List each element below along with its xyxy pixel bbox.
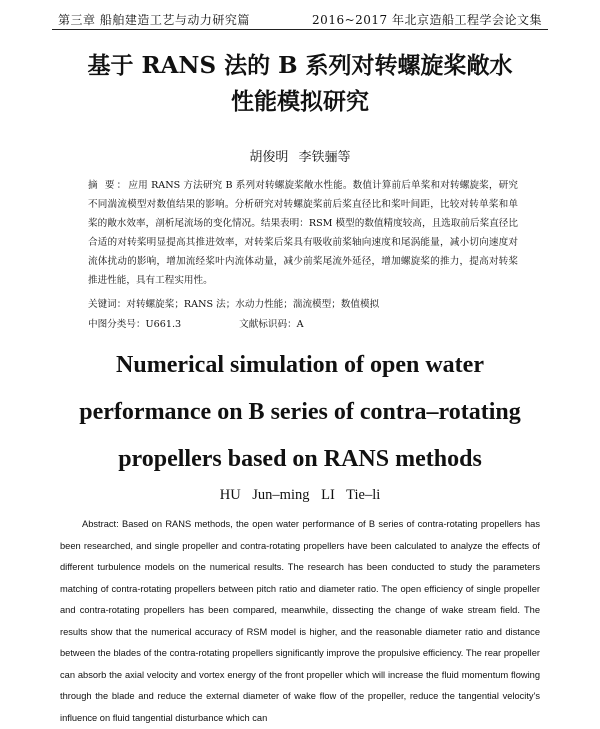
cn-authors: 胡俊明 李铁骊等 bbox=[249, 150, 351, 165]
en-title-line-1: Numerical simulation of open water bbox=[116, 352, 484, 378]
en-authors: HU Jun–ming LI Tie–li bbox=[219, 487, 381, 503]
en-abstract-text: Abstract: Based on RANS methods, the open water performance of B series of contra-rotating propellers has been researched, and single propeller and contra-rotating propellers have been calculated to analyze the effects of different turbulence models on the numerical results. The research has been conducted to study the parameters matching of contra-rotating propellers between pitch ratio and diameter ratio. The open efficiency of single propeller and contra-rotating propellers has been compared, meanwhile, dissecting the change of wake stream field. The results show that the numerical accuracy of RSM model is higher, and the reasonable diameter ratio and distance between the blades of the contra-rotating propellers significantly improve the propulsive efficiency. The rear propeller can absorb the axial velocity and vortex energy of the front propeller which will increase the fluid momentum flowing through the blade and reduce the external diameter of wake flow of the propeller, reduce the tangential velocity's influence on fluid tangential disturbance which can bbox=[60, 519, 540, 723]
cn-classification bbox=[88, 316, 304, 330]
en-title-line-3: propellers based on RANS methods bbox=[118, 446, 482, 472]
cn-keywords: 关键词：对转螺旋桨；RANS 法；水动力性能；湍流模型；数值模拟 bbox=[88, 299, 380, 310]
cn-title bbox=[60, 48, 540, 120]
en-title bbox=[60, 342, 540, 483]
cn-doc-code: 文献标识码：A bbox=[239, 319, 304, 330]
cn-title-line-1: 基于 RANS 法的 B 系列对转螺旋桨敞水 bbox=[87, 52, 513, 79]
running-header bbox=[58, 8, 542, 28]
header-rule bbox=[52, 29, 548, 30]
cn-abstract-text: 应用 RANS 方法研究 B 系列对转螺旋桨敞水性能。数值计算前后单桨和对转螺旋桨，研究不同湍流模型对数值结果的影响。分析研究对转螺旋桨前后桨直径比和桨叶间距，比较对转单桨和单桨的敞水效率，剖析尾流场的变化情况。结果表明：RSM 模型的数值精度较高，且选取前后桨直径比合适的对转桨明显提高其推进效率，对转桨后桨具有吸收前桨轴向速度和尾涡能量，减小切向速度对流体扰动的影响，增加流经桨叶内流体动量，减少前桨尾流外延径，增加螺旋桨的推力，提高对转桨推进性能，具有工程实用性。 bbox=[88, 180, 518, 286]
header-proceedings: 2016~2017 年北京造船工程学会论文集 bbox=[312, 13, 542, 27]
en-abstract bbox=[60, 514, 540, 729]
header-chapter: 第三章 船舶建造工艺与动力研究篇 bbox=[58, 13, 250, 27]
cn-title-line-2: 性能模拟研究 bbox=[231, 88, 369, 115]
cn-abstract-label: 摘 要： bbox=[88, 180, 129, 191]
cn-class-number: 中图分类号：U661.3 bbox=[88, 319, 182, 330]
cn-abstract bbox=[88, 176, 518, 290]
en-title-line-2: performance on B series of contra–rotating bbox=[79, 399, 521, 425]
